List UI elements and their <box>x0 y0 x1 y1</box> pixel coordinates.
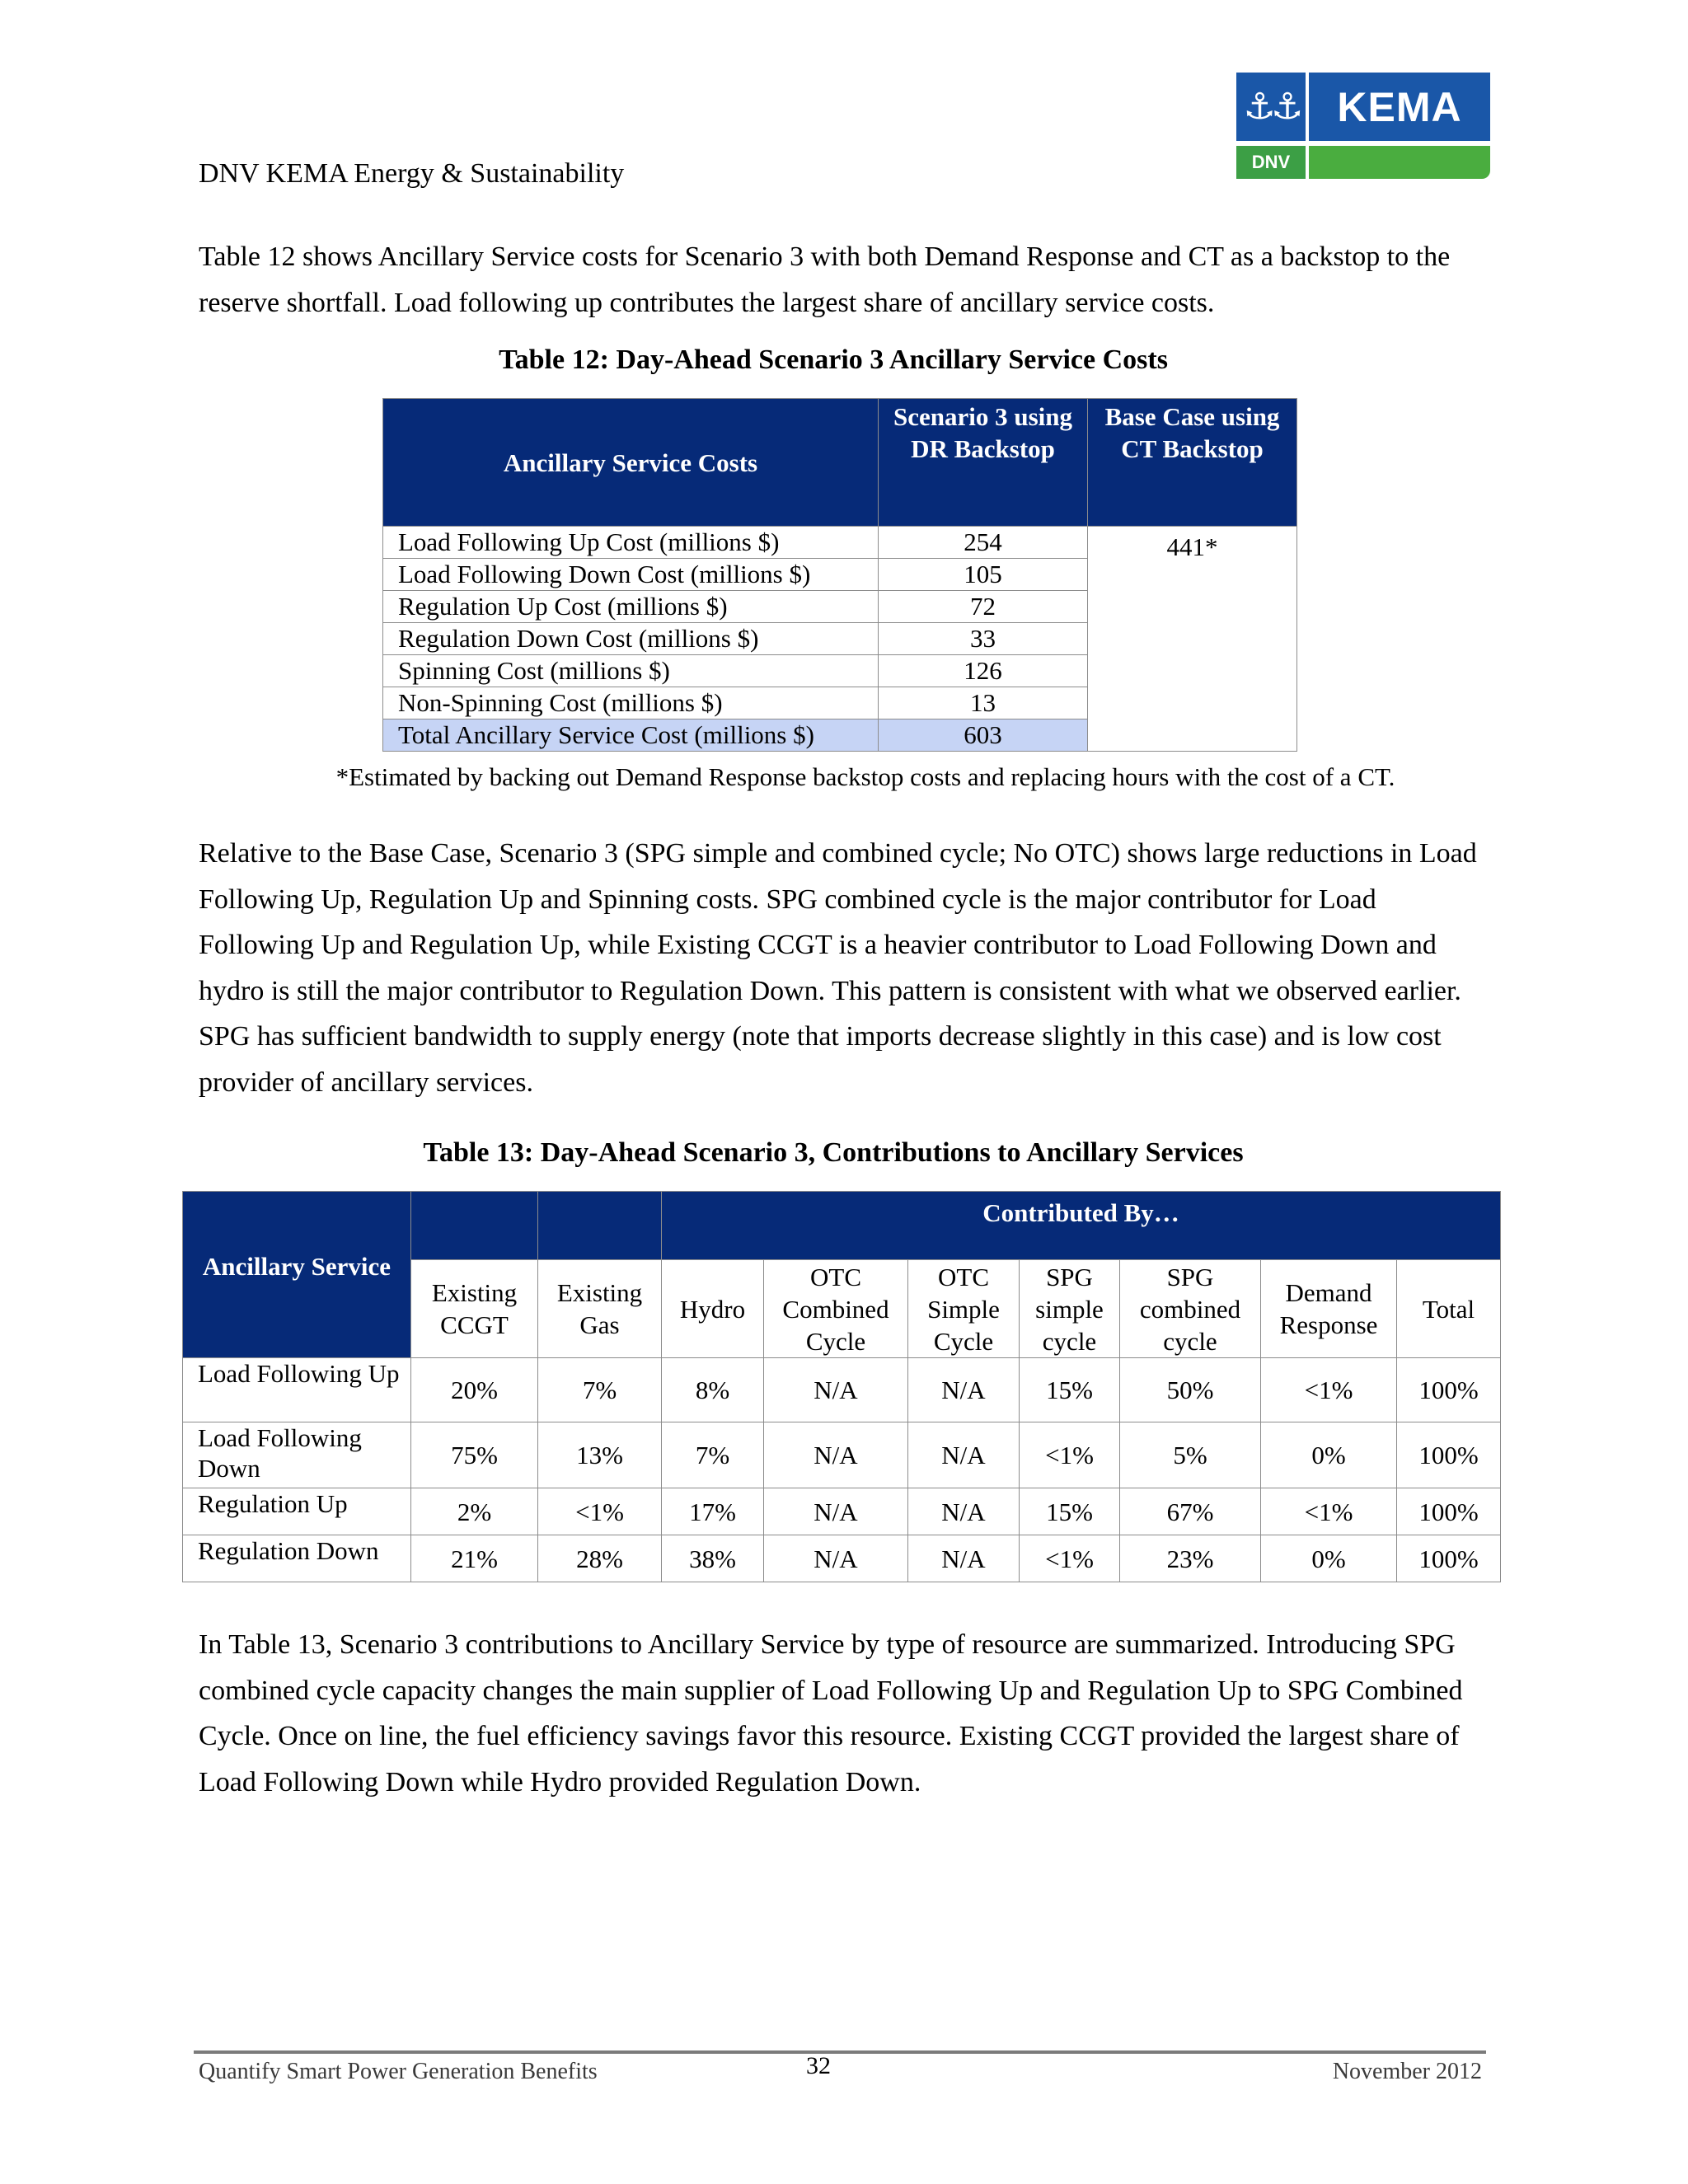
footer-title: Quantify Smart Power Generation Benefits <box>199 2059 598 2084</box>
cell: 0% <box>1261 1422 1397 1488</box>
table-row <box>183 1358 1501 1422</box>
row-value: 72 <box>879 591 1088 623</box>
row-value: 33 <box>879 623 1088 655</box>
logo-dnv-mark: DNV <box>1236 146 1306 179</box>
cell: 15% <box>1020 1358 1120 1422</box>
cell: 100% <box>1397 1488 1501 1535</box>
cell: 2% <box>411 1488 538 1535</box>
cell: 100% <box>1397 1358 1501 1422</box>
table12 <box>382 398 1297 752</box>
cell: N/A <box>764 1488 908 1535</box>
column-header: OTC Simple Cycle <box>908 1260 1020 1358</box>
cell: 5% <box>1120 1422 1261 1488</box>
logo-green-bar <box>1309 146 1490 179</box>
header-spacer <box>411 1192 538 1260</box>
cell: 0% <box>1261 1535 1397 1582</box>
table-row <box>183 1422 1501 1488</box>
row-label: Load Following Up <box>183 1358 411 1422</box>
row-label: Regulation Up <box>183 1488 411 1535</box>
row-label: Total Ancillary Service Cost (millions $) <box>383 719 879 752</box>
table-row <box>183 1488 1501 1535</box>
cell: 75% <box>411 1422 538 1488</box>
footer-date: November 2012 <box>1332 2059 1482 2084</box>
cell: 28% <box>538 1535 662 1582</box>
cell: N/A <box>908 1535 1020 1582</box>
row-label: Load Following Up Cost (millions $) <box>383 527 879 559</box>
column-header: OTC Combined Cycle <box>764 1260 908 1358</box>
anchor-icon: ⚓⚓ <box>1236 73 1306 141</box>
row-label: Load Following Down <box>183 1422 411 1488</box>
summary-paragraph: In Table 13, Scenario 3 contributions to Ancillary Service by type of resource are summarized. Introducing SPG combined cycle capacity changes the main supplier of Load Following Up and Regulation Up to SPG Combined Cycle. Once on line, the fuel efficiency savings favor this resource. Existing CCGT provided the largest share of Load Following Down while Hydro provided Regulation Down. <box>199 1629 1463 1797</box>
cell: 7% <box>662 1422 764 1488</box>
table12-caption: Table 12: Day-Ahead Scenario 3 Ancillary Service Costs <box>499 344 1168 375</box>
kema-dnv-logo <box>1236 73 1490 181</box>
row-label: Load Following Down Cost (millions $) <box>383 559 879 591</box>
cell: 7% <box>538 1358 662 1422</box>
row-value: 105 <box>879 559 1088 591</box>
cell: <1% <box>1020 1535 1120 1582</box>
page-number: 32 <box>806 2052 831 2079</box>
row-label: Spinning Cost (millions $) <box>383 655 879 687</box>
analysis-paragraph: Relative to the Base Case, Scenario 3 (SPG simple and combined cycle; No OTC) shows large reductions in Load Following Up, Regulation Up and Spinning costs. SPG combined cycle is the major contributor for Load Following Up and Regulation Up, while Existing CCGT is a heavier contributor to Load Following Down and hydro is still the major contributor to Regulation Down. This pattern is consistent with what we observed earlier. SPG has sufficient bandwidth to supply energy (note that imports decrease slightly in this case) and is low cost provider of ancillary services. <box>199 838 1477 1098</box>
cell: 38% <box>662 1535 764 1582</box>
column-header: Existing CCGT <box>411 1260 538 1358</box>
table12-header-service: Ancillary Service Costs <box>383 399 879 527</box>
cell: 100% <box>1397 1422 1501 1488</box>
cell: N/A <box>764 1358 908 1422</box>
column-header: Demand Response <box>1261 1260 1397 1358</box>
row-label: Non-Spinning Cost (millions $) <box>383 687 879 719</box>
row-label: Regulation Down Cost (millions $) <box>383 623 879 655</box>
header-spacer <box>538 1192 662 1260</box>
column-header: SPG combined cycle <box>1120 1260 1261 1358</box>
row-value: 603 <box>879 719 1088 752</box>
cell: N/A <box>764 1422 908 1488</box>
cell: 20% <box>411 1358 538 1422</box>
table12-header-basecase: Base Case using CT Backstop <box>1088 399 1297 527</box>
cell: <1% <box>1261 1488 1397 1535</box>
intro-paragraph: Table 12 shows Ancillary Service costs for Scenario 3 with both Demand Response and CT as a backstop to the reserve shortfall. Load following up contributes the largest share of ancillary service costs. <box>199 241 1451 318</box>
cell: 23% <box>1120 1535 1261 1582</box>
column-header: Total <box>1397 1260 1501 1358</box>
cell: N/A <box>908 1422 1020 1488</box>
table-row <box>183 1535 1501 1582</box>
row-label: Regulation Down <box>183 1535 411 1582</box>
cell: 50% <box>1120 1358 1261 1422</box>
table13-header-service: Ancillary Service <box>183 1192 411 1358</box>
table12-header-scenario3: Scenario 3 using DR Backstop <box>879 399 1088 527</box>
row-value: 13 <box>879 687 1088 719</box>
cell: 100% <box>1397 1535 1501 1582</box>
organization-name: DNV KEMA Energy & Sustainability <box>199 158 625 189</box>
cell: <1% <box>1020 1422 1120 1488</box>
table13-header-contributed-by: Contributed By… <box>662 1192 1501 1260</box>
logo-wordmark: KEMA <box>1309 73 1490 141</box>
cell: 13% <box>538 1422 662 1488</box>
cell: N/A <box>908 1358 1020 1422</box>
cell: <1% <box>538 1488 662 1535</box>
cell: <1% <box>1261 1358 1397 1422</box>
row-value: 126 <box>879 655 1088 687</box>
row-value: 254 <box>879 527 1088 559</box>
cell: 15% <box>1020 1488 1120 1535</box>
column-header: Hydro <box>662 1260 764 1358</box>
column-header: SPG simple cycle <box>1020 1260 1120 1358</box>
column-header: Existing Gas <box>538 1260 662 1358</box>
cell: 21% <box>411 1535 538 1582</box>
cell: 17% <box>662 1488 764 1535</box>
row-label: Regulation Up Cost (millions $) <box>383 591 879 623</box>
table13-caption: Table 13: Day-Ahead Scenario 3, Contributions to Ancillary Services <box>423 1137 1244 1168</box>
table13 <box>182 1191 1501 1582</box>
table-row <box>383 527 1297 559</box>
table12-footnote: *Estimated by backing out Demand Response backstop costs and replacing hours with the cost of a CT. <box>335 762 1395 791</box>
cell: N/A <box>908 1488 1020 1535</box>
cell: 67% <box>1120 1488 1261 1535</box>
cell: N/A <box>764 1535 908 1582</box>
footer-rule <box>194 2050 1486 2054</box>
base-case-value: 441* <box>1088 527 1297 752</box>
cell: 8% <box>662 1358 764 1422</box>
